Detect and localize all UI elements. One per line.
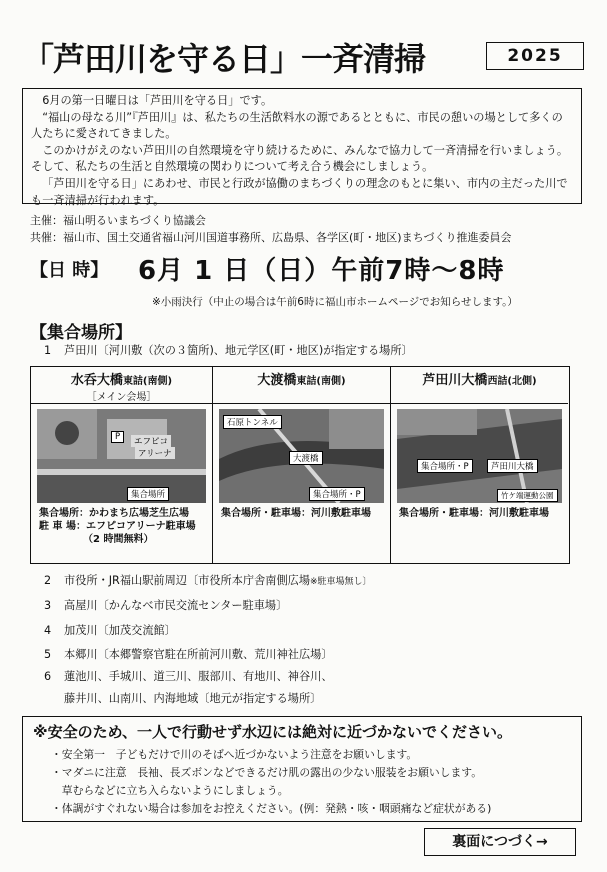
- warning-line: 草むらなどに立ち入らないようにしましょう。: [51, 784, 289, 797]
- venue-item-text: 蓮池川、手城川、道三川、服部川、有地川、神谷川、: [64, 670, 333, 683]
- arena-tag-1: エフピコ: [131, 435, 171, 447]
- continue-overleaf-label: 裏面につづく→: [424, 828, 576, 856]
- assembly-parking-tag: 集合場所・P: [417, 459, 473, 473]
- park-tag: 竹ケ端運動公園: [497, 489, 558, 502]
- venue-item-1: [44, 342, 413, 358]
- venue-name: 水呑大橋: [70, 373, 123, 388]
- venue-map-photo: [37, 409, 206, 503]
- venue-suffix: 西詰(北側): [487, 376, 537, 387]
- venue-column-header: [391, 367, 568, 404]
- venue-table: [30, 366, 570, 564]
- venue-item-number: 6: [44, 670, 52, 683]
- venue-name: 芦田川大橋: [422, 373, 488, 388]
- tunnel-tag: 石原トンネル: [223, 415, 282, 429]
- venue-item-3: [44, 597, 287, 613]
- venue-item-text: 藤井川、山南川、内海地域〔地元が指定する場所〕: [64, 692, 322, 705]
- venue-item-number: 5: [44, 648, 52, 661]
- venue-item-number: 3: [44, 599, 52, 612]
- rain-note: ※小雨決行（中止の場合は午前6時に福山市ホームページでお知らせします。）: [152, 296, 518, 308]
- venue-item-text: 市役所・JR福山駅前周辺〔市役所本庁舎南側広場: [64, 574, 311, 587]
- venue-item-6: [44, 668, 333, 684]
- venue-item-number: 4: [44, 624, 52, 637]
- intro-box: [22, 88, 582, 207]
- warning-title: ※安全のため、一人で行動せず水辺には絶対に近づかないでください。: [33, 723, 512, 741]
- venue-item-text: 芦田川〔河川敷（次の３箇所)、地元学区(町・地区)が指定する場所〕: [64, 344, 413, 357]
- venue-item-small: ※駐車場無し〕: [310, 577, 372, 587]
- venue-column-owatari: [213, 367, 391, 563]
- intro-paragraph-3: このかけがえのない芦田川の自然環境を守り続けるために、みんなで協力して一斉清掃を行いましょう。そして、私たちの生活と自然環境の関わりについて考え合う機会にしましょう。: [31, 143, 569, 174]
- venue-suffix: 東詰(南側): [296, 376, 346, 387]
- venue-item-text: 高屋川〔かんなべ市民交流センター駐車場〕: [64, 599, 288, 612]
- venue-item-2: [44, 572, 372, 588]
- assembly-tag: 集合場所: [127, 487, 169, 501]
- venue-item-number: 2: [44, 574, 52, 587]
- bridge-tag: 芦田川大橋: [487, 459, 538, 473]
- intro-paragraph-2: “福山の母なる川”『芦田川』は、私たちの生活飲料水の源であるとともに、市民の憩いの場として多くの人たちに愛されてきました。: [31, 110, 563, 141]
- venue-column-mizunomi: [31, 367, 213, 563]
- warning-line: ・マダニに注意 長袖、長ズボンなどできるだけ肌の露出の少ない服装をお願いします。: [51, 766, 483, 779]
- assembly-parking-tag: 集合場所・P: [309, 487, 365, 501]
- host-organizer: 主催：福山明るいまちづくり協議会: [30, 214, 206, 227]
- date-value: 6月 1 日（日）午前7時～8時: [138, 256, 505, 286]
- cohost-organizers: 共催：福山市、国土交通省福山河川国道事務所、広島県、各学区(町・地区)まちづくり推進委員会: [30, 231, 512, 244]
- safety-warning-box: [22, 716, 582, 822]
- venue-column-header: [31, 367, 212, 404]
- bridge-tag: 大渡橋: [289, 451, 323, 465]
- venue-map-photo: [219, 409, 384, 503]
- venue-item-number: 1: [44, 344, 52, 357]
- venue-map-photo: [397, 409, 562, 503]
- venue-note-line: 集合場所：かわまち広場芝生広場: [39, 508, 189, 519]
- venue-item-6-cont: [44, 690, 321, 706]
- venue-suffix: 東詰(南側): [122, 376, 173, 387]
- venue-name: 大渡橋: [257, 373, 297, 388]
- venues-section-title: 【集合場所】: [30, 323, 132, 343]
- venue-column-ashidagawa: [391, 367, 568, 563]
- venue-item-4: [44, 622, 176, 638]
- intro-paragraph-4: 「芦田川を守る日」にあわせ、市民と行政が協働のまちづくりの理念のもとに集い、市内の主だった川でも一斉清掃が行われます。: [31, 176, 568, 207]
- aerial-photo: [37, 409, 206, 503]
- intro-paragraph-1: 6月の第一日曜日は「芦田川を守る日」です。: [42, 94, 273, 107]
- venue-note-line: 集合場所・駐車場：河川敷駐車場: [399, 508, 549, 519]
- venue-note-line: 駐 車 場：エフピコアリーナ駐車場: [39, 521, 196, 532]
- parking-tag: P: [111, 431, 124, 443]
- arena-tag-2: アリーナ: [135, 447, 175, 459]
- venue-item-5: [44, 646, 333, 662]
- venue-column-header: [213, 367, 390, 404]
- page-title: 「芦田川を守る日」一斉清掃: [22, 40, 426, 78]
- venue-notes: [221, 507, 371, 520]
- venue-notes: [39, 507, 196, 546]
- venue-sub: ［メイン会場］: [86, 392, 157, 403]
- warning-line: ・安全第一 子どもだけで川のそばへ近づかないよう注意をお願いします。: [51, 748, 418, 761]
- warning-line: ・体調がすぐれない場合は参加をお控えください。(例：発熱・咳・咽頭痛など症状がある): [51, 802, 492, 815]
- date-label: 【日 時】: [30, 260, 109, 281]
- venue-note-line: 集合場所・駐車場：河川敷駐車場: [221, 508, 371, 519]
- venue-item-text: 加茂川〔加茂交流館〕: [64, 624, 176, 637]
- year-badge: 2025: [486, 42, 584, 70]
- venue-note-line: （2 時間無料）: [83, 534, 154, 545]
- venue-item-text: 本郷川〔本郷警察官駐在所前河川敷、荒川神社広場〕: [64, 648, 333, 661]
- venue-notes: [399, 507, 549, 520]
